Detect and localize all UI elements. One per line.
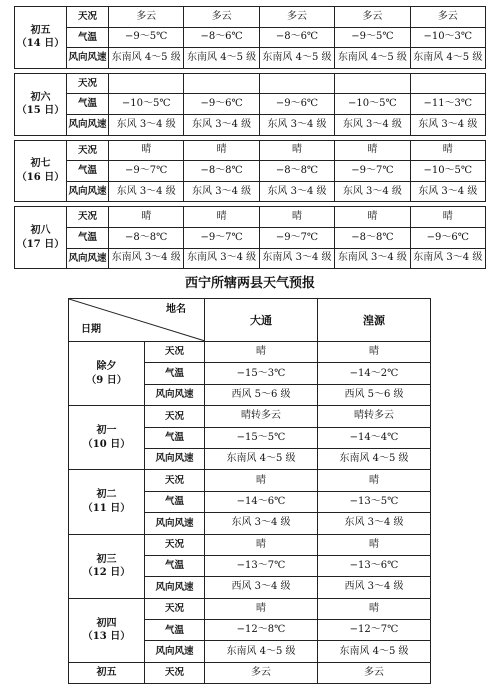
field-label: 气温 (67, 94, 109, 115)
field-label: 风向风速 (67, 181, 109, 202)
value-cell: −9～6℃ (259, 94, 334, 115)
value-cell: −9～7℃ (109, 161, 184, 182)
bottom-table-body (69, 299, 431, 684)
field-label: 气温 (145, 363, 205, 384)
header-row (69, 299, 431, 342)
temperature-row (15, 94, 486, 115)
value-cell: −13～5℃ (318, 491, 431, 512)
value-cell: −9～6℃ (184, 94, 259, 115)
field-label: 气温 (67, 161, 109, 182)
day-label (69, 534, 145, 598)
value-cell: −8～8℃ (335, 227, 410, 248)
value-cell: −10～5℃ (335, 94, 410, 115)
section-title: 西宁所辖两县天气预报 (184, 276, 315, 291)
value-cell: 晴 (205, 342, 318, 363)
field-label: 天况 (67, 7, 109, 28)
value-cell: −8～6℃ (184, 27, 259, 48)
value-cell: −12～8℃ (205, 620, 318, 641)
value-cell: −13～6℃ (318, 555, 431, 576)
value-cell: −8～6℃ (259, 27, 334, 48)
value-cell: −10～5℃ (109, 94, 184, 115)
value-cell: 东风 3～4 级 (184, 114, 259, 135)
day-name: 初五 (69, 662, 145, 683)
value-cell: −9～6℃ (410, 227, 485, 248)
value-cell: −12～7℃ (318, 620, 431, 641)
value-cell: −10～5℃ (410, 161, 485, 182)
value-cell: −8～8℃ (109, 227, 184, 248)
value-cell: −8～8℃ (259, 161, 334, 182)
weather-row (69, 598, 431, 619)
value-cell: −9～5℃ (109, 27, 184, 48)
day-name: 初一 (96, 425, 117, 437)
value-cell: 晴 (318, 342, 431, 363)
day-label (69, 598, 145, 662)
wind-row (15, 248, 486, 269)
day-name: 初二 (96, 489, 117, 501)
value-cell: 晴 (335, 140, 410, 161)
weather-row (15, 73, 486, 94)
county-forecast-table-top (14, 6, 486, 269)
weather-row (69, 406, 431, 427)
value-cell: −10～3℃ (410, 27, 485, 48)
value-cell: 晴 (184, 140, 259, 161)
field-label: 气温 (67, 227, 109, 248)
value-cell: 东风 3～4 级 (410, 114, 485, 135)
value-cell: −11～3℃ (410, 94, 485, 115)
value-cell (109, 73, 184, 94)
day-label (15, 140, 67, 202)
value-cell: 东风 3～4 级 (335, 114, 410, 135)
value-cell: −9～7℃ (184, 227, 259, 248)
field-label: 天况 (145, 598, 205, 619)
day-label (69, 406, 145, 470)
value-cell: 东南风 4～5 级 (205, 641, 318, 662)
value-cell: 东南风 3～4 级 (184, 248, 259, 269)
day-date: （16 日） (16, 171, 65, 183)
field-label: 气温 (145, 555, 205, 576)
day-date: （11 日） (82, 502, 131, 514)
value-cell: 东风 3～4 级 (318, 513, 431, 534)
wind-row (15, 181, 486, 202)
header-col-huangyuan: 湟源 (318, 299, 431, 342)
field-label: 气温 (145, 491, 205, 512)
weather-row (69, 534, 431, 555)
value-cell: 晴 (410, 207, 485, 228)
day-label (69, 342, 145, 406)
field-label: 天况 (145, 342, 205, 363)
value-cell: −9～7℃ (259, 227, 334, 248)
diagonal-header-cell (69, 299, 205, 342)
value-cell: 东风 3～4 级 (259, 114, 334, 135)
value-cell: 晴 (259, 140, 334, 161)
value-cell: −8～8℃ (184, 161, 259, 182)
value-cell: 多云 (259, 7, 334, 28)
value-cell: 西风 5～6 级 (318, 384, 431, 405)
field-label: 天况 (67, 207, 109, 228)
value-cell (259, 73, 334, 94)
value-cell: 西风 5～6 级 (205, 384, 318, 405)
field-label: 风向风速 (145, 448, 205, 469)
value-cell: 晴 (318, 598, 431, 619)
day-name: 初七 (30, 158, 51, 170)
top-table-body (15, 7, 486, 269)
day-label (15, 207, 67, 269)
field-label: 风向风速 (145, 513, 205, 534)
value-cell: 东风 3～4 级 (410, 181, 485, 202)
value-cell: 晴 (205, 470, 318, 491)
day-date: （10 日） (82, 438, 131, 450)
value-cell: −15～5℃ (205, 427, 318, 448)
value-cell: 晴 (205, 598, 318, 619)
header-col-datong: 大通 (205, 299, 318, 342)
header-date-label: 日期 (81, 324, 101, 335)
day-label (15, 73, 67, 135)
weather-row (69, 342, 431, 363)
value-cell: 晴转多云 (205, 406, 318, 427)
value-cell: 东南风 4～5 级 (109, 48, 184, 69)
value-cell: 东风 3～4 级 (335, 181, 410, 202)
value-cell: 晴 (318, 534, 431, 555)
value-cell (184, 73, 259, 94)
value-cell: 晴 (318, 470, 431, 491)
field-label: 风向风速 (67, 114, 109, 135)
value-cell: 多云 (205, 662, 318, 683)
value-cell: 晴 (109, 140, 184, 161)
value-cell: 东南风 4～5 级 (335, 48, 410, 69)
day-date: （9 日） (86, 374, 127, 386)
value-cell: 东南风 4～5 级 (318, 641, 431, 662)
value-cell: 东南风 4～5 级 (205, 448, 318, 469)
county-forecast-table-bottom (68, 298, 431, 684)
wind-row (15, 114, 486, 135)
field-label: 风向风速 (67, 48, 109, 69)
value-cell: 东风 3～4 级 (184, 181, 259, 202)
day-date: （13 日） (82, 631, 131, 643)
day-label (69, 470, 145, 534)
header-place-label: 地名 (166, 304, 186, 315)
weather-row (15, 207, 486, 228)
value-cell (410, 73, 485, 94)
value-cell: 西风 3～4 级 (318, 577, 431, 598)
day-name: 初四 (96, 617, 117, 629)
field-label: 风向风速 (145, 641, 205, 662)
value-cell (335, 73, 410, 94)
day-name: 除夕 (96, 361, 117, 373)
field-label: 天况 (67, 73, 109, 94)
weather-row (15, 140, 486, 161)
value-cell: −9～7℃ (335, 161, 410, 182)
value-cell: 东南风 4～5 级 (184, 48, 259, 69)
value-cell: 晴 (259, 207, 334, 228)
day-date: （14 日） (16, 38, 65, 50)
value-cell: −15～3℃ (205, 363, 318, 384)
value-cell: 多云 (109, 7, 184, 28)
value-cell: 东南风 3～4 级 (259, 248, 334, 269)
value-cell: 东风 3～4 级 (259, 181, 334, 202)
field-label: 天况 (67, 140, 109, 161)
value-cell: −14～4℃ (318, 427, 431, 448)
day-date: （15 日） (16, 105, 65, 117)
value-cell: 东南风 4～5 级 (318, 448, 431, 469)
field-label: 天况 (145, 662, 205, 683)
field-label: 风向风速 (67, 248, 109, 269)
value-cell: 东南风 3～4 级 (410, 248, 485, 269)
value-cell: 多云 (184, 7, 259, 28)
day-date: （12 日） (82, 567, 131, 579)
value-cell: 东风 3～4 级 (109, 181, 184, 202)
weather-row (69, 470, 431, 491)
temperature-row (15, 27, 486, 48)
day-label (15, 7, 67, 69)
field-label: 天况 (145, 470, 205, 491)
day-name: 初六 (30, 91, 51, 103)
field-label: 气温 (67, 27, 109, 48)
value-cell: 西风 3～4 级 (205, 577, 318, 598)
field-label: 风向风速 (145, 384, 205, 405)
value-cell: 晴 (184, 207, 259, 228)
temperature-row (15, 161, 486, 182)
value-cell: −14～6℃ (205, 491, 318, 512)
value-cell: −14～2℃ (318, 363, 431, 384)
value-cell: 东风 3～4 级 (109, 114, 184, 135)
weather-row (15, 7, 486, 28)
value-cell: 晴 (335, 207, 410, 228)
day-date: （17 日） (16, 238, 65, 250)
wind-row (15, 48, 486, 69)
field-label: 气温 (145, 427, 205, 448)
value-cell: 东风 3～4 级 (205, 513, 318, 534)
value-cell: 多云 (318, 662, 431, 683)
field-label: 风向风速 (145, 577, 205, 598)
value-cell: 多云 (410, 7, 485, 28)
day-name: 初三 (96, 553, 117, 565)
value-cell: 多云 (335, 7, 410, 28)
value-cell: −9～5℃ (335, 27, 410, 48)
value-cell: 东南风 4～5 级 (259, 48, 334, 69)
value-cell: 晴 (410, 140, 485, 161)
day-name: 初八 (30, 225, 51, 237)
temperature-row (15, 227, 486, 248)
field-label: 天况 (145, 534, 205, 555)
field-label: 天况 (145, 406, 205, 427)
value-cell: 晴转多云 (318, 406, 431, 427)
value-cell: −13～7℃ (205, 555, 318, 576)
value-cell: 晴 (205, 534, 318, 555)
day-name: 初五 (30, 24, 51, 36)
value-cell: 东南风 3～4 级 (335, 248, 410, 269)
value-cell: 东南风 3～4 级 (109, 248, 184, 269)
value-cell: 东南风 4～5 级 (410, 48, 485, 69)
field-label: 气温 (145, 620, 205, 641)
value-cell: 晴 (109, 207, 184, 228)
